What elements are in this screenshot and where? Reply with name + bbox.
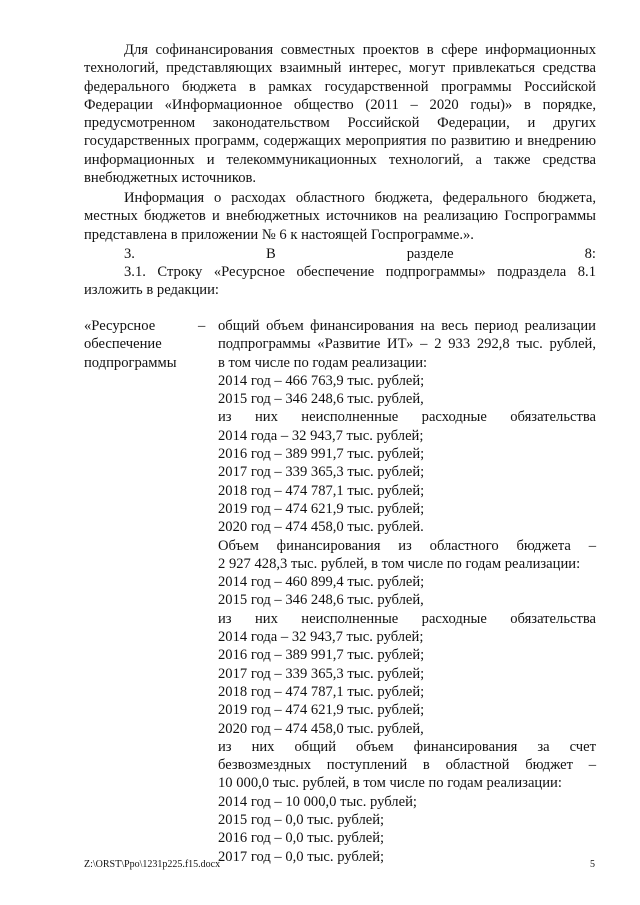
resource-detail-line: 2014 год – 466 763,9 тыс. рублей;	[218, 372, 425, 389]
resource-detail-line: 2019 год – 474 621,9 тыс. рублей;	[218, 500, 425, 517]
resource-detail-line: 10 000,0 тыс. рублей, в том числе по годам реализации:	[218, 775, 562, 792]
resource-detail-line: Объем финансирования из областного бюджета –	[218, 537, 596, 554]
resource-label-line: обеспечение	[84, 336, 162, 353]
resource-detail-line: 2018 год – 474 787,1 тыс. рублей;	[218, 683, 425, 700]
resource-detail-line: 2016 год – 389 991,7 тыс. рублей;	[218, 647, 425, 664]
resource-detail-line: 2017 год – 339 365,3 тыс. рублей;	[218, 464, 425, 481]
cofinancing-line: информационных и телекоммуникационных технологий, а также средства	[84, 151, 596, 168]
resource-detail-line: 2015 год – 346 248,6 тыс. рублей,	[218, 592, 424, 609]
resource-detail-line: в том числе по годам реализации:	[218, 354, 428, 371]
resource-detail-line: 2016 год – 0,0 тыс. рублей;	[218, 830, 385, 847]
resource-detail-line: из них неисполненные расходные обязательства	[218, 610, 596, 627]
cofinancing-line: Для софинансирования совместных проектов в сфере информационных	[124, 42, 596, 58]
resource-detail-line: 2020 год – 474 458,0 тыс. рублей,	[218, 720, 424, 737]
resource-label-line: «Ресурсное	[84, 318, 156, 334]
resource-detail-line: 2017 год – 339 365,3 тыс. рублей;	[218, 665, 425, 682]
cofinancing-line: Федерации «Информационное общество (2011 – 2020 годы)» в порядке,	[84, 96, 596, 113]
resource-detail-line: безвозмездных поступлений в областной бюджет –	[218, 757, 596, 774]
paragraph-cofinancing	[84, 41, 596, 187]
resource-detail-line: из них неисполненные расходные обязательства	[218, 409, 596, 426]
budget-info-line: местных бюджетов и внебюджетных источников на реализацию Госпрограммы	[84, 208, 596, 225]
resource-detail-line: 2014 год – 10 000,0 тыс. рублей;	[218, 793, 417, 810]
resource-detail-line: 2014 года – 32 943,7 тыс. рублей;	[218, 427, 424, 444]
label-dash: –	[198, 318, 206, 334]
resource-detail-line: 2019 год – 474 621,9 тыс. рублей;	[218, 702, 425, 719]
resource-details	[218, 317, 596, 866]
resource-detail-line: 2018 год – 474 787,1 тыс. рублей;	[218, 482, 425, 499]
resource-label	[84, 317, 194, 372]
resource-detail-line: 2016 год – 389 991,7 тыс. рублей;	[218, 446, 425, 463]
resource-detail-line: 2015 год – 346 248,6 тыс. рублей,	[218, 391, 424, 408]
budget-info-line: Информация о расходах областного бюджета, федерального бюджета,	[124, 190, 596, 206]
subsection-line: изложить в редакции:	[84, 282, 219, 299]
cofinancing-line: технологий, представляющих взаимный интерес, могут привлекаться средства	[84, 60, 596, 77]
cofinancing-line: федерального бюджета в рамках государственной программы Российской	[84, 78, 596, 95]
resource-detail-line: 2015 год – 0,0 тыс. рублей;	[218, 812, 385, 829]
page-number: 5	[590, 859, 595, 870]
resource-detail-line: 2020 год – 474 458,0 тыс. рублей.	[218, 519, 424, 536]
cofinancing-line: предусмотренном законодательством Российской Федерации, и других	[84, 115, 596, 132]
resource-detail-line: общий объем финансирования на весь период реализации	[218, 318, 596, 334]
cofinancing-line: государственных программ, содержащих мероприятия по развитию и внедрению	[84, 133, 596, 150]
resource-label-line: подпрограммы	[84, 354, 177, 371]
budget-info-line: представлена в приложении № 6 к настоящей Госпрограмме.».	[84, 226, 474, 243]
section-heading	[84, 245, 596, 263]
subsection-line: 3.1. Строку «Ресурсное обеспечение подпрограммы» подраздела 8.1	[124, 264, 596, 280]
resource-detail-line: 2014 года – 32 943,7 тыс. рублей;	[218, 629, 424, 646]
resource-detail-line: из них общий объем финансирования за счет	[218, 738, 596, 755]
subsection-3-1	[84, 263, 596, 300]
resource-detail-line: 2017 год – 0,0 тыс. рублей;	[218, 848, 385, 865]
resource-detail-line: подпрограммы «Развитие ИТ» – 2 933 292,8 тыс. рублей,	[218, 336, 596, 353]
cofinancing-line: внебюджетных источников.	[84, 170, 257, 187]
section-heading-text: 3. В разделе 8:	[124, 246, 596, 262]
resource-detail-line: 2 927 428,3 тыс. рублей, в том числе по годам реализации:	[218, 555, 581, 572]
resource-detail-line: 2014 год – 460 899,4 тыс. рублей;	[218, 574, 425, 591]
paragraph-budget-info	[84, 189, 596, 244]
footer-file-path: Z:\ORST\Ppo\1231p225.f15.docx	[84, 859, 221, 870]
